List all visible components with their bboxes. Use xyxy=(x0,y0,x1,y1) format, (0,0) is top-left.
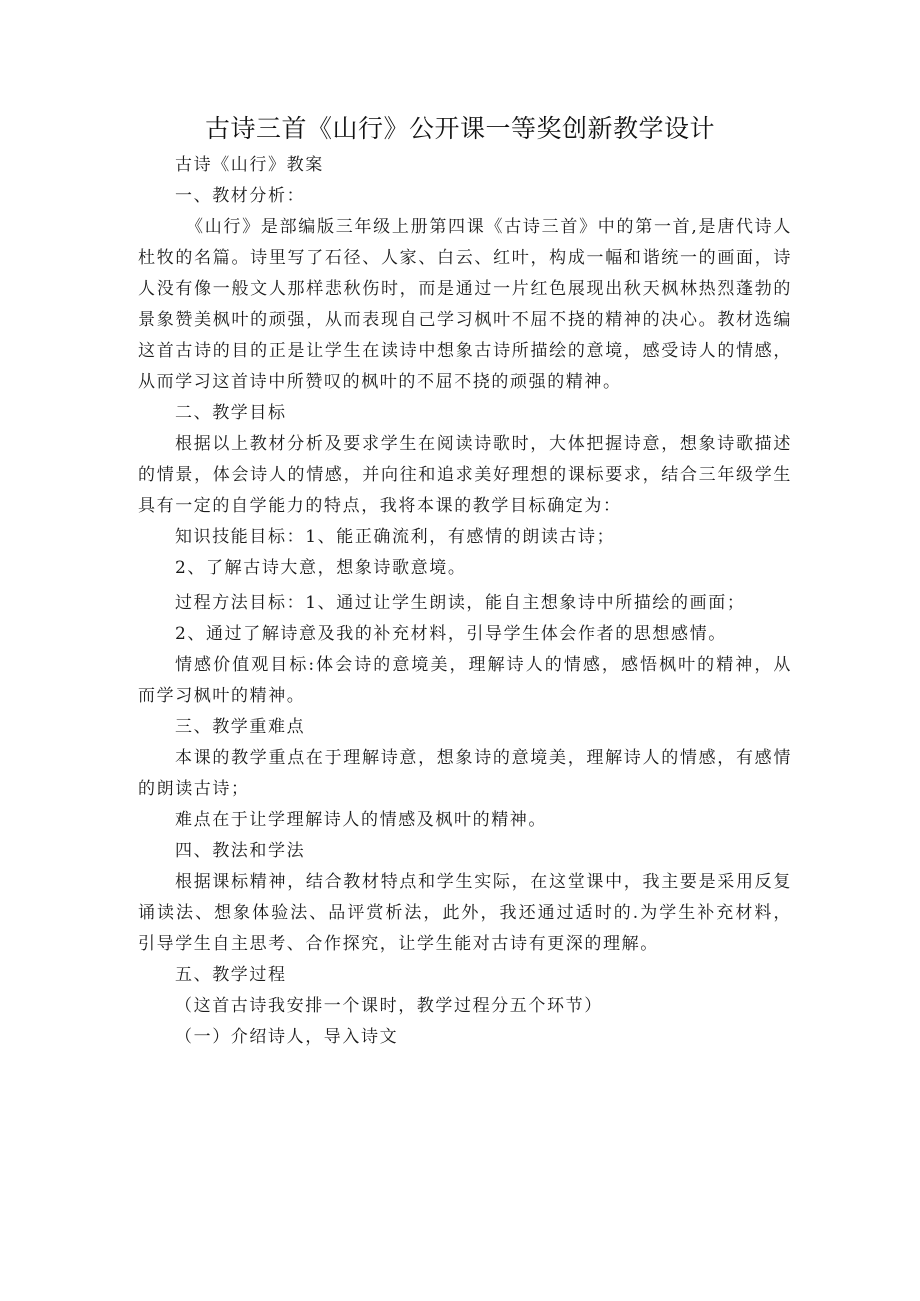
paragraph-process-goal-2: 2、通过了解诗意及我的补充材料，引导学生体会作者的思想感情。 xyxy=(175,624,727,644)
paragraph-knowledge-goal-2: 2、了解古诗大意，想象诗歌意境。 xyxy=(175,558,467,578)
paragraph-textbook-analysis: 《山行》是部编版三年级上册第四课《古诗三首》中的第一首,是唐代诗人杜牧的名篇。诗里写了石径、人家、白云、红叶，构成一幅和谐统一的画面，诗人没有像一般文人那样悲秋伤时，而是通过一片红色展现出秋天枫林热烈蓬勃的景象赞美枫叶的顽强，从而表现自己学习枫叶不屈不挠的精神的决心。教材选编这首古诗的目的正是让学生在读诗中想象古诗所描绘的意境，感受诗人的情感，从而学习这首诗中所赞叹的枫叶的不屈不挠的顽强的精神。 xyxy=(138,217,792,392)
paragraph-process-note: （这首古诗我安排一个课时，教学过程分五个环节） xyxy=(175,996,603,1016)
document-body xyxy=(138,150,792,1053)
heading-teaching-process: 五、教学过程 xyxy=(175,965,287,985)
document-title: 古诗三首《山行》公开课一等奖创新教学设计 xyxy=(204,114,715,143)
paragraph-methods: 根据课标精神，结合教材特点和学生实际，在这堂课中，我主要是采用反复诵读法、想象体验法、品评赏析法，此外，我还通过适时的.为学生补充材料，引导学生自主思考、合作探究，让学生能对古诗有更深的理解。 xyxy=(138,872,792,954)
paragraph-teaching-goals: 根据以上教材分析及要求学生在阅读诗歌时，大体把握诗意，想象诗歌描述的情景，体会诗人的情感，并向往和追求美好理想的课标要求，结合三年级学生具有一定的自学能力的特点，我将本课的教学目标确定为： xyxy=(138,434,792,516)
paragraph-process-goal-1: 过程方法目标：1、通过让学生朗读，能自主想象诗中所描绘的画面； xyxy=(175,593,746,613)
paragraph-key-points: 本课的教学重点在于理解诗意，想象诗的意境美，理解诗人的情感，有感情的朗读古诗； xyxy=(138,748,792,799)
paragraph-difficulties: 难点在于让学理解诗人的情感及枫叶的精神。 xyxy=(175,810,547,830)
heading-teaching-goals: 二、教学目标 xyxy=(175,403,287,423)
paragraph-step-1: （一）介绍诗人，导入诗文 xyxy=(175,1027,399,1047)
heading-textbook-analysis: 一、教材分析： xyxy=(175,186,306,206)
paragraph-knowledge-goal-1: 知识技能目标：1、能正确流利，有感情的朗读古诗； xyxy=(175,527,616,547)
heading-methods: 四、教法和学法 xyxy=(175,841,306,861)
paragraph-subtitle: 古诗《山行》教案 xyxy=(175,155,324,175)
paragraph-emotion-goal: 情感价值观目标:体会诗的意境美，理解诗人的情感，感悟枫叶的精神，从而学习枫叶的精神。 xyxy=(138,655,792,706)
heading-key-difficulties: 三、教学重难点 xyxy=(175,717,306,737)
